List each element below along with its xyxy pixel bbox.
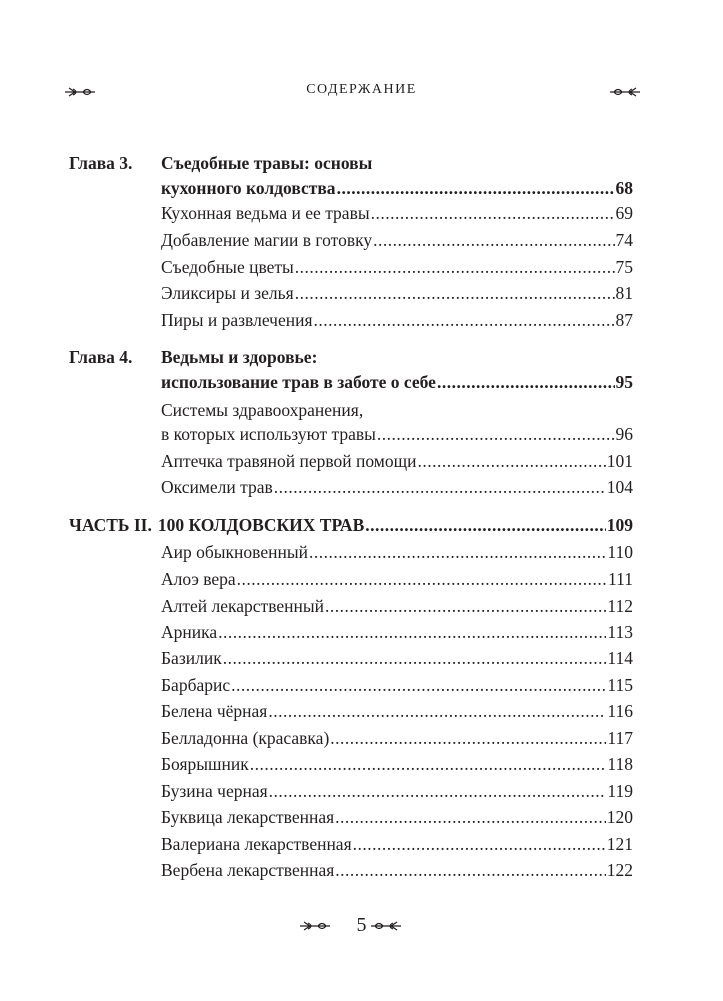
chapter-3-label: Глава 3. xyxy=(69,153,133,173)
page-ref: 110 xyxy=(607,542,633,562)
page-ref: 104 xyxy=(606,477,633,497)
entry-title: Белена чёрная xyxy=(161,701,268,721)
entry-title: Белладонна (красавка) xyxy=(161,728,330,748)
leader-dots xyxy=(237,566,607,592)
page-ref: 112 xyxy=(607,596,633,616)
ornament-icon xyxy=(371,920,401,932)
part-label: ЧАСТЬ II. xyxy=(69,515,152,535)
leader-dots xyxy=(337,175,615,201)
entry-title: Барбарис xyxy=(161,675,231,695)
ornament-icon xyxy=(610,86,640,98)
entry-title: Вербена лекарственная xyxy=(161,860,335,880)
chapter-4-heading-line2: использование трав в заботе о себе xyxy=(161,372,436,392)
toc-entry[interactable] xyxy=(161,672,633,698)
running-header xyxy=(0,82,723,102)
leader-dots xyxy=(231,672,606,698)
chapter-4-heading-line1: Ведьмы и здоровье: xyxy=(161,347,318,367)
entry-title: Аптечка травяной первой помощи xyxy=(161,451,417,471)
page-ref: 122 xyxy=(606,860,633,880)
entry-title: Аир обыкновенный xyxy=(161,542,308,562)
toc-entry[interactable] xyxy=(161,831,633,857)
toc-entry[interactable] xyxy=(161,857,633,883)
part-heading: 100 КОЛДОВСКИХ ТРАВ xyxy=(157,515,365,535)
page-ref: 117 xyxy=(607,728,633,748)
chapter-3-heading-line2: кухонного колдовства xyxy=(161,178,336,198)
page-ref: 74 xyxy=(615,230,633,250)
leader-dots xyxy=(314,307,615,333)
toc-entry[interactable] xyxy=(161,254,633,280)
entry-title-line1: Системы здравоохранения, xyxy=(161,400,364,420)
entry-title: Пиры и развлечения xyxy=(161,310,313,330)
leader-dots xyxy=(377,421,615,447)
entry-title: Алоэ вера xyxy=(161,569,236,589)
leader-dots xyxy=(223,645,607,671)
entry-title: в которых используют травы xyxy=(161,424,376,444)
chapter-label xyxy=(69,344,132,370)
entry-title: Арника xyxy=(161,622,218,642)
page-ref: 111 xyxy=(608,569,633,589)
entry-title: Базилик xyxy=(161,648,222,668)
toc-entry[interactable] xyxy=(69,512,633,538)
toc-entry[interactable] xyxy=(161,280,633,306)
entry-title: Боярышник xyxy=(161,754,249,774)
page-ref: 95 xyxy=(615,372,633,392)
page-ref: 75 xyxy=(615,257,633,277)
leader-dots xyxy=(274,474,606,500)
chapter-label xyxy=(69,150,132,176)
page-ref: 115 xyxy=(607,675,633,695)
leader-dots xyxy=(295,254,615,280)
entry-title: Оксимели трав xyxy=(161,477,273,497)
toc-entry[interactable] xyxy=(161,539,633,565)
page-ref: 109 xyxy=(606,515,633,535)
toc-entry[interactable] xyxy=(161,751,633,777)
page-ref: 68 xyxy=(615,178,633,198)
toc-entry[interactable] xyxy=(161,421,633,447)
page-ref: 113 xyxy=(607,622,633,642)
entry-title: Алтей лекарственный xyxy=(161,596,324,616)
leader-dots xyxy=(365,512,606,538)
leader-dots xyxy=(330,725,606,751)
toc-entry[interactable] xyxy=(161,778,633,804)
page-ref: 101 xyxy=(606,451,633,471)
toc-entry[interactable] xyxy=(161,227,633,253)
toc-entry[interactable] xyxy=(161,619,633,645)
toc-entry[interactable] xyxy=(161,725,633,751)
leader-dots xyxy=(309,539,606,565)
leader-dots xyxy=(373,227,614,253)
page-ref: 116 xyxy=(607,701,633,721)
toc-entry[interactable] xyxy=(161,566,633,592)
leader-dots xyxy=(371,200,615,226)
toc-entry[interactable] xyxy=(161,369,633,395)
toc-entry[interactable] xyxy=(161,593,633,619)
page-ref: 118 xyxy=(607,754,633,774)
page-number: 5 xyxy=(356,914,367,936)
toc-entry[interactable] xyxy=(161,175,633,201)
page-ref: 81 xyxy=(615,283,633,303)
entry-title: Эликсиры и зелья xyxy=(161,283,294,303)
toc-entry[interactable] xyxy=(161,645,633,671)
page-ref: 114 xyxy=(607,648,633,668)
leader-dots xyxy=(269,778,607,804)
header-title: СОДЕРЖАНИЕ xyxy=(306,82,417,97)
leader-dots xyxy=(353,831,606,857)
toc-entry[interactable] xyxy=(161,474,633,500)
page-footer xyxy=(0,912,723,938)
page-ref: 69 xyxy=(615,203,633,223)
entry-title: Добавление магии в готовку xyxy=(161,230,373,250)
page-ref: 119 xyxy=(607,781,633,801)
entry-title: Бузина черная xyxy=(161,781,268,801)
leader-dots xyxy=(335,857,605,883)
chapter-3-heading-line1: Съедобные травы: основы xyxy=(161,153,373,173)
entry-title: Съедобные цветы xyxy=(161,257,294,277)
leader-dots xyxy=(295,280,615,306)
entry-title: Буквица лекарственная xyxy=(161,807,335,827)
toc-entry[interactable] xyxy=(161,698,633,724)
toc-entry[interactable] xyxy=(161,200,633,226)
leader-dots xyxy=(268,698,606,724)
leader-dots xyxy=(417,448,605,474)
toc-entry[interactable] xyxy=(161,804,633,830)
page-ref: 120 xyxy=(606,807,633,827)
entry-title: Валериана лекарственная xyxy=(161,834,352,854)
leader-dots xyxy=(325,593,606,619)
leader-dots xyxy=(250,751,607,777)
entry-title: Кухонная ведьма и ее травы xyxy=(161,203,370,223)
leader-dots xyxy=(335,804,606,830)
toc-entry[interactable] xyxy=(161,448,633,474)
chapter-4-label: Глава 4. xyxy=(69,347,133,367)
page-ref: 87 xyxy=(615,310,633,330)
leader-dots xyxy=(437,369,615,395)
leader-dots xyxy=(218,619,606,645)
page-ref: 121 xyxy=(606,834,633,854)
toc-entry[interactable] xyxy=(161,307,633,333)
page-ref: 96 xyxy=(615,424,633,444)
